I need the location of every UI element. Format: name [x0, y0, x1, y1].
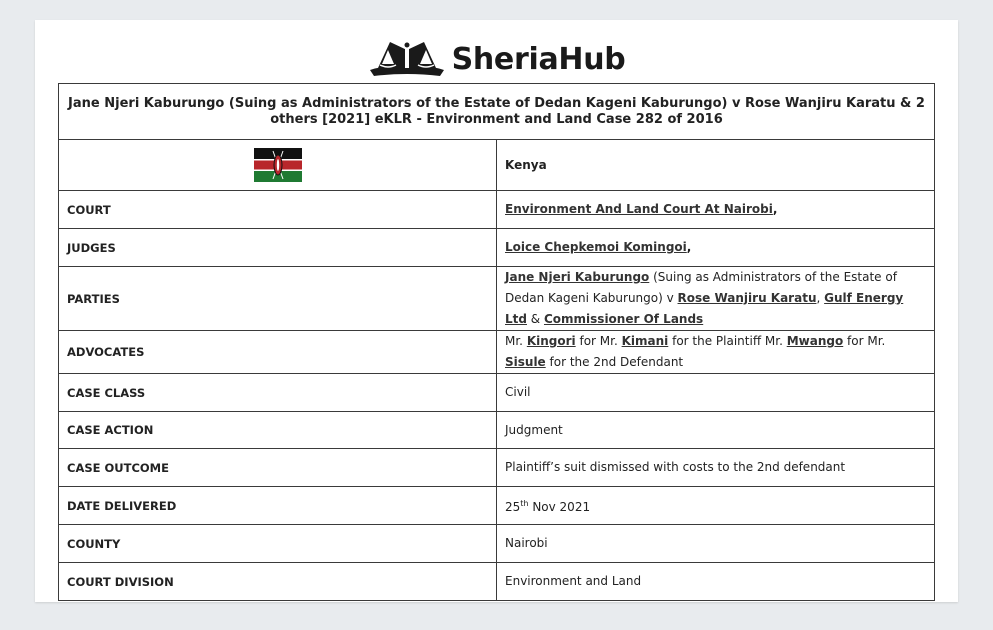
case-class-value: Civil	[497, 374, 935, 412]
parties-text-1: (Suing as Administrators of the Estate of Dedan Kageni Kaburungo) v	[505, 270, 897, 305]
court-division-row	[59, 563, 935, 601]
title-row	[59, 84, 935, 140]
court-value	[497, 191, 935, 229]
advocate-link-kimani[interactable]: Kimani	[621, 334, 669, 348]
case-action-label: CASE ACTION	[59, 412, 497, 449]
parties-label: PARTIES	[59, 267, 497, 331]
court-label: COURT	[59, 191, 497, 229]
court-row	[59, 191, 935, 229]
court-division-label: COURT DIVISION	[59, 563, 497, 601]
case-class-label: CASE CLASS	[59, 374, 497, 412]
judge-link[interactable]: Loice Chepkemoi Komingoi	[505, 240, 687, 254]
party-link-defendant-2[interactable]: Gulf Energy Ltd	[505, 291, 904, 326]
court-link[interactable]: Environment And Land Court At Nairobi	[505, 202, 773, 216]
brand-header	[35, 34, 958, 82]
advocates-text-5: for the 2nd Defendant	[545, 355, 684, 369]
court-division-value: Environment and Land	[497, 563, 935, 601]
county-label: COUNTY	[59, 525, 497, 563]
date-rest: Nov 2021	[528, 500, 591, 514]
advocate-link-sisule[interactable]: Sisule	[505, 355, 546, 369]
advocates-value	[497, 331, 935, 374]
advocate-link-mwango[interactable]: Mwango	[786, 334, 844, 348]
country-row	[59, 140, 935, 191]
brand-name: SheriaHub	[451, 41, 626, 77]
country-name: Kenya	[497, 140, 935, 191]
parties-value	[497, 267, 935, 331]
party-link-defendant-1[interactable]: Rose Wanjiru Karatu	[677, 291, 817, 305]
advocate-link-kingori[interactable]: Kingori	[526, 334, 576, 348]
judges-suffix: ,	[686, 240, 692, 254]
case-class-row	[59, 374, 935, 412]
case-outcome-row	[59, 449, 935, 487]
date-delivered-label: DATE DELIVERED	[59, 487, 497, 525]
case-outcome-value: Plaintiff’s suit dismissed with costs to the 2nd defendant	[497, 449, 935, 487]
date-ordinal: th	[520, 499, 529, 508]
advocates-text-2: for Mr.	[575, 334, 622, 348]
county-row	[59, 525, 935, 563]
judges-row	[59, 229, 935, 267]
advocates-text-3: for the Plaintiff Mr.	[668, 334, 787, 348]
case-action-row	[59, 412, 935, 449]
case-metadata-table	[58, 83, 935, 601]
advocates-row	[59, 331, 935, 374]
kenya-flag-icon	[254, 148, 302, 182]
parties-text-3: &	[526, 312, 544, 326]
party-link-plaintiff[interactable]: Jane Njeri Kaburungo	[505, 270, 650, 284]
advocates-text-4: for Mr.	[843, 334, 886, 348]
parties-text-2: ,	[816, 291, 825, 305]
date-delivered-value	[497, 487, 935, 525]
judges-value	[497, 229, 935, 267]
advocates-label: ADVOCATES	[59, 331, 497, 374]
date-day: 25	[505, 500, 521, 514]
flag-cell	[59, 140, 497, 191]
case-action-value: Judgment	[497, 412, 935, 449]
case-card	[35, 20, 958, 602]
party-link-defendant-3[interactable]: Commissioner Of Lands	[543, 312, 704, 326]
judges-label: JUDGES	[59, 229, 497, 267]
case-outcome-label: CASE OUTCOME	[59, 449, 497, 487]
parties-row	[59, 267, 935, 331]
county-value: Nairobi	[497, 525, 935, 563]
court-suffix: ,	[772, 202, 778, 216]
date-delivered-row	[59, 487, 935, 525]
case-title: Jane Njeri Kaburungo (Suing as Administrators of the Estate of Dedan Kageni Kaburungo) v Rose Wanjiru Karatu & 2 others [2021] eKLR - Environment and Land Case 282 of 2016	[59, 84, 935, 140]
advocates-text-1: Mr.	[505, 334, 527, 348]
scales-of-justice-logo-icon	[368, 38, 446, 78]
